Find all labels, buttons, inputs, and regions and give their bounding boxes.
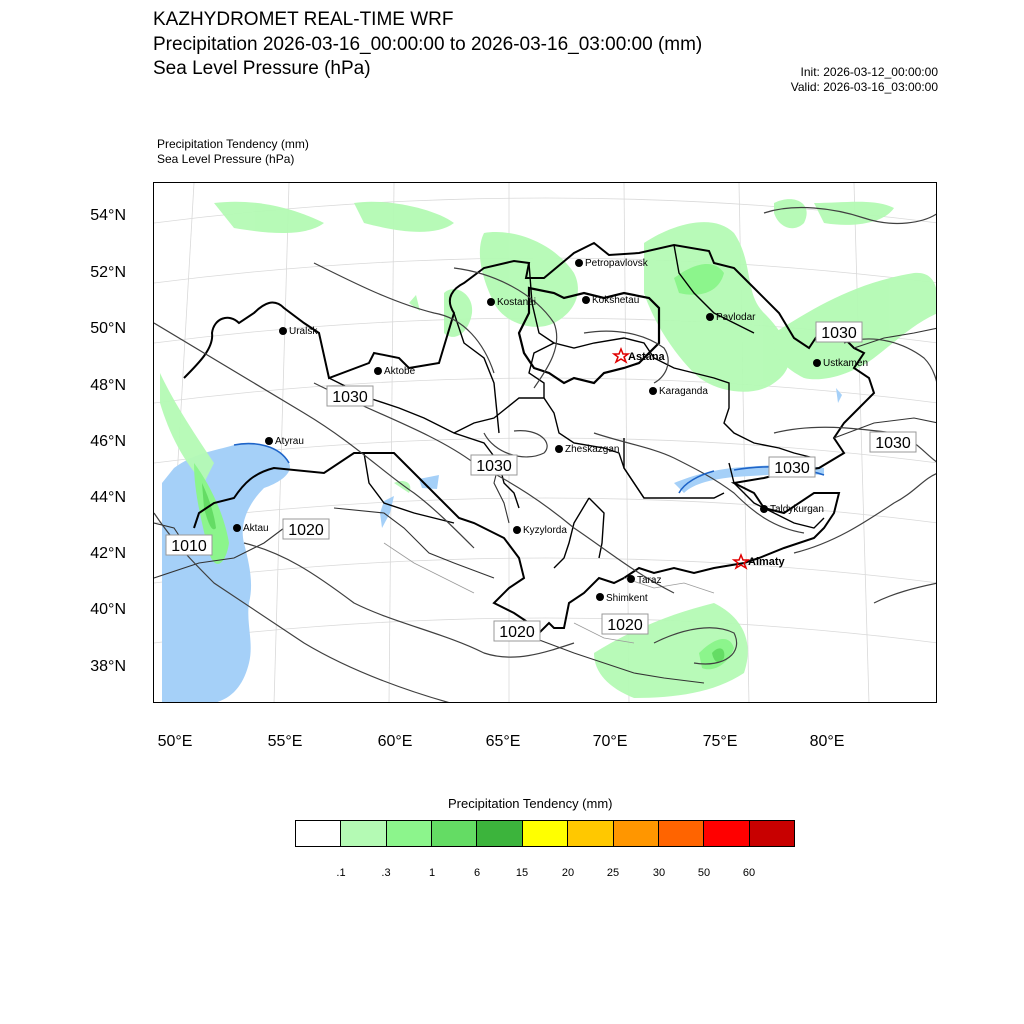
colorbar-label: .3 [381, 867, 391, 879]
isobar-label-text: 1020 [288, 522, 324, 539]
colorbar-label: 25 [606, 867, 620, 879]
isobar-label-text: 1020 [499, 624, 535, 641]
colorbar-swatch [523, 821, 568, 846]
city-marker capital[interactable] [614, 349, 666, 363]
lat-label: 44°N [90, 489, 126, 506]
city-marker capital[interactable] [734, 555, 786, 568]
city-label: Ustkamen [823, 358, 869, 369]
slp-title: Sea Level Pressure (hPa) [153, 58, 371, 79]
colorbar-label: 15 [515, 867, 529, 879]
isobar-label-text: 1030 [875, 435, 911, 452]
isobar-label-text: 1020 [607, 617, 643, 634]
lat-label: 46°N [90, 433, 126, 450]
lat-label: 42°N [90, 545, 126, 562]
map-panel[interactable] [153, 182, 937, 703]
city-marker[interactable] [513, 525, 567, 536]
colorbar-swatch [750, 821, 794, 846]
caspian-sea [162, 444, 290, 703]
isobar-label [870, 432, 916, 452]
colorbar-swatch [614, 821, 659, 846]
lon-label: 70°E [592, 733, 628, 750]
lon-label: 80°E [809, 733, 845, 750]
colorbar-label: 1 [428, 867, 436, 879]
isobar-label [327, 386, 373, 406]
colorbar-swatch [704, 821, 749, 846]
colorbar-swatch [477, 821, 522, 846]
legend-title: Precipitation Tendency (mm) [448, 796, 613, 811]
subtitle-precip: Precipitation Tendency (mm) [157, 137, 309, 151]
city-label: Karaganda [659, 386, 708, 397]
city-label: Kyzylorda [523, 525, 567, 536]
colorbar-swatch [296, 821, 341, 846]
colorbar-label: 20 [561, 867, 575, 879]
city-label: Atyrau [275, 436, 304, 447]
colorbar-swatch [659, 821, 704, 846]
city-label: Zheskazgan [565, 444, 620, 455]
colorbar-swatch [341, 821, 386, 846]
colorbar-swatch [387, 821, 432, 846]
city-label: Pavlodar [716, 312, 756, 323]
colorbar-label: .1 [336, 867, 346, 879]
isobar-label [494, 621, 540, 641]
lat-label: 48°N [90, 377, 126, 394]
lon-label: 55°E [267, 733, 303, 750]
lon-label: 60°E [377, 733, 413, 750]
city-label: Almaty [748, 556, 785, 568]
init-time: Init: 2026-03-12_00:00:00 [800, 65, 938, 79]
lat-label: 52°N [90, 264, 126, 281]
colorbar-swatch [568, 821, 613, 846]
colorbar-swatch [432, 821, 477, 846]
colorbar-label: 50 [697, 867, 711, 879]
isobar-label [283, 519, 329, 539]
lon-label: 65°E [485, 733, 521, 750]
city-label: Kokshetau [592, 295, 640, 306]
city-marker[interactable] [374, 366, 416, 377]
city-marker[interactable] [627, 575, 661, 586]
city-marker[interactable] [760, 504, 824, 515]
city-label: Aktobe [384, 366, 416, 377]
lon-label: 75°E [702, 733, 738, 750]
map-svg [154, 183, 937, 703]
isobar-label [602, 614, 648, 634]
valid-time: Valid: 2026-03-16_03:00:00 [790, 80, 938, 94]
city-label: Taraz [637, 575, 662, 586]
subtitle-slp: Sea Level Pressure (hPa) [157, 152, 295, 166]
lat-label: 38°N [90, 658, 126, 675]
city-label: Taldykurgan [770, 504, 824, 515]
lon-label: 50°E [157, 733, 193, 750]
city-marker[interactable] [575, 258, 649, 269]
lat-label: 40°N [90, 601, 126, 618]
city-label: Petropavlovsk [585, 258, 648, 269]
isobar-label [816, 322, 862, 342]
isobar-label-text: 1010 [171, 538, 207, 555]
city-label: Uralsk [289, 326, 318, 337]
city-label: Kostanai [497, 297, 536, 308]
isobar-label-text: 1030 [821, 325, 857, 342]
isobar-label [166, 535, 212, 555]
city-marker[interactable] [265, 436, 304, 447]
isobar-label-text: 1030 [332, 389, 368, 406]
precip-title: Precipitation 2026-03-16_00:00:00 to 2026-03-16_03:00:00 (mm) [153, 34, 703, 55]
isobar-label [769, 457, 815, 477]
colorbar-label: 30 [652, 867, 666, 879]
lat-label: 50°N [90, 320, 126, 337]
city-marker[interactable] [596, 593, 648, 604]
city-marker[interactable] [582, 295, 639, 306]
colorbar-label: 60 [742, 867, 756, 879]
isobar-label-text: 1030 [476, 458, 512, 475]
isobar-label-text: 1030 [774, 460, 810, 477]
city-label: Aktau [243, 523, 269, 534]
colorbar [295, 820, 795, 847]
city-label: Astana [628, 351, 665, 363]
lat-label: 54°N [90, 207, 126, 224]
city-marker[interactable] [649, 386, 708, 397]
main-title: KAZHYDROMET REAL-TIME WRF [153, 9, 454, 30]
isobar-label [471, 455, 517, 475]
city-label: Shimkent [606, 593, 648, 604]
city-marker[interactable] [555, 444, 619, 455]
colorbar-label: 6 [473, 867, 481, 879]
